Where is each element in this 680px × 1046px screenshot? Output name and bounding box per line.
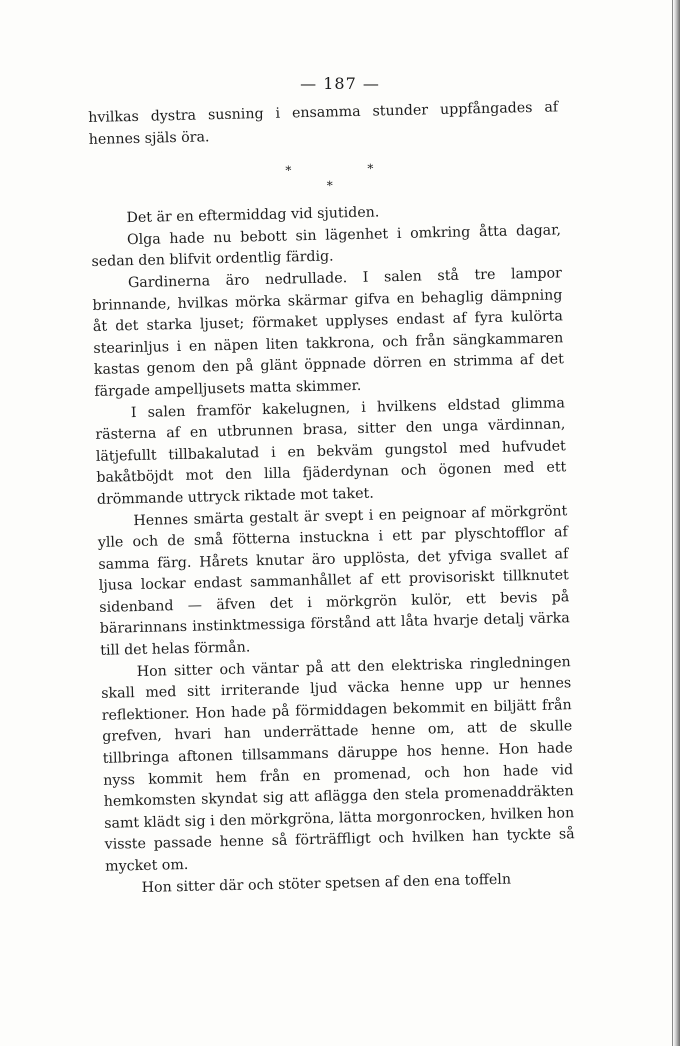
page-edge-shadow [673,0,680,1046]
asterisk-ornament: * [367,161,374,176]
page-body [88,97,576,900]
paragraph-7: Hon sitter och väntar på att den elektriska ringledningen skall med sitt irriterande ljud väcka henne upp ur hennes reflektioner. Hon hade på förmiddagen bekommit en biljätt från grefven, hvari han underrättade henne om, att de skulle tillbringa aftonen tillsammans däruppe hos henne. Hon hade nyss kommit hem från en promenad, och hon hade vid hemkomsten skyndat sig att aflägga den stela promenaddräkten samt klädt sig i den mörkgröna, lätta morgonrocken, hvilken hon visste passade henne så förträffligt och hvilken han tyckte så mycket om. [101,653,575,875]
paragraph-3: Olga hade nu bebott sin lägenhet i omkring åtta dagar, sedan den blifvit ordentlig färdig. [91,222,562,271]
section-divider [89,141,560,210]
asterisk-ornament: * [326,178,333,193]
page-number: — 187 — [300,74,380,93]
asterisk-ornament: * [285,163,292,178]
paragraph-4: Gardinerna äro nedrullade. I salen stå tre lampor brinnande, hvilkas mörka skärmar gifva en behaglig dämpning åt det starka ljuset; förmaket upplyses endast af fyra kulörta stearinljus i en näpen liten takkrona, och från sängkammaren kastas genom den på glänt öppnade dörren en strimma af det färgade ampelljusets matta skimmer. [92,265,565,400]
paragraph-6: Hennes smärta gestalt är svept i en peignoar af mörkgrönt ylle och de små fötterna instuckna i ett par plyschtofflor af samma färg. Hårets knutar äro upplösta, det yfviga svallet af ljusa lockar endast sammanhållet af ett provisoriskt tillknutet sidenband — äfven det i mörkgrön kulör, ett bevis på bärarinnans instinktmessiga förstånd att låta hvarje detalj värka till det helas förmån. [97,502,570,659]
paragraph-8: Hon sitter där och stöter spetsen af den ena toffeln [141,871,512,896]
paragraph-5: I salen framför kakelugnen, i hvilkens eldstad glimma rästerna af en utbrunnen brasa, sitter den unga värdinnan, lätjefullt tillbakalutad i en bekväm gungstol med hufvudet bakåtböjdt mot den lilla fjäderdynan och ögonen med ett drömmande uttryck riktade mot taket. [95,394,567,508]
paragraph-1: hvilkas dystra susning i ensamma stunder uppfångades af hennes själs öra. [88,99,559,148]
paragraph-2: Det är en eftermiddag vid sjutiden. [126,204,380,227]
